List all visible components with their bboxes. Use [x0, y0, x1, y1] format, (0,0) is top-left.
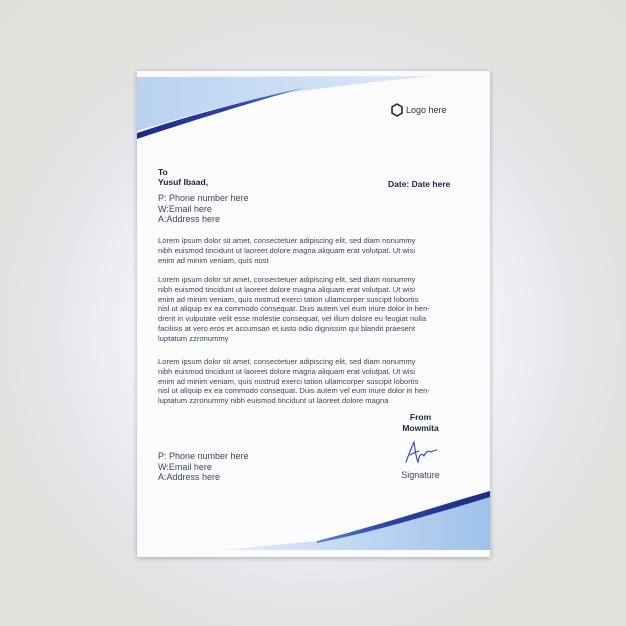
paragraph-line: nisl ut aliquip ex ea commodo consequat. Duis autem vel eum iriure dolor in hen-: [158, 386, 430, 396]
recipient-name: Yusuf Ibaad,: [158, 177, 209, 187]
to-label: To: [158, 167, 168, 177]
paragraph-line: Lorem ipsum dolor sit amet, consectetuer adipiscing elit, sed diam nonummy: [158, 236, 416, 245]
phone-line: P: Phone number here: [158, 451, 249, 461]
paragraph-line: enim ad minim veniam, quis nost: [158, 255, 269, 265]
body-paragraph-2: [158, 275, 470, 343]
paragraph-line: drerit in vulputate velit esse molestie consequat, vel illum dolore eu feugiat nulla: [158, 314, 427, 323]
body-paragraph-1: [158, 236, 470, 265]
paragraph-line: luptatum zzronummy: [158, 333, 229, 343]
body-paragraph-3: [158, 357, 470, 406]
email-line: W:Email here: [158, 203, 212, 214]
paragraph-line: nibh euismod tincidunt ut laoreet dolore magna aliquam erat volutpat. Ut wisi: [158, 366, 416, 376]
paragraph-line: luptatum zzronummy nibh euismod tincidunt ut laoreet dolore magna: [158, 396, 389, 405]
paragraph-line: enim ad minim veniam, quis nostrud exerci tation ullamcorper suscipit lobortis: [158, 294, 419, 304]
signature-label: Signature: [401, 470, 440, 480]
hexagon-icon: [391, 103, 403, 117]
address-line: A:Address here: [158, 214, 221, 224]
sender-name: Mowmita: [402, 423, 439, 433]
contact-block-top: [158, 193, 249, 225]
paragraph-line: Lorem ipsum dolor sit amet, consectetuer adipiscing elit, sed diam nonummy: [158, 357, 416, 366]
paragraph-line: enim ad minim veniam, quis nostrud exerci tation ullamcorper suscipit lobortis: [158, 376, 419, 386]
company-logo: [391, 103, 447, 117]
paragraph-line: nibh euismod tincidunt ut laoreet dolore magna aliquam erat volutpat. Ut wisi: [158, 245, 416, 255]
from-label: From: [409, 412, 432, 422]
paragraph-line: facilisis at vero eros et accumsan et iusto odio dignissim qui blandit praesent: [158, 323, 416, 333]
date-line: Date: Date here: [388, 179, 451, 189]
letterhead-page: [137, 71, 490, 557]
address-line: A:Address here: [158, 472, 221, 482]
paragraph-line: nisl ut aliquip ex ea commodo consequat. Duis autem vel eum iriure dolor in hen-: [158, 304, 430, 314]
phone-line: P: Phone number here: [158, 193, 249, 203]
signature-scribble-icon: [403, 438, 439, 466]
paragraph-line: nibh euismod tincidunt ut laoreet dolore magna aliquam erat volutpat. Ut wisi: [158, 284, 416, 294]
contact-block-bottom: [158, 451, 249, 483]
logo-label: Logo here: [406, 105, 447, 115]
email-line: W:Email here: [158, 461, 212, 472]
paragraph-line: Lorem ipsum dolor sit amet, consectetuer adipiscing elit, sed diam nonummy: [158, 275, 416, 284]
